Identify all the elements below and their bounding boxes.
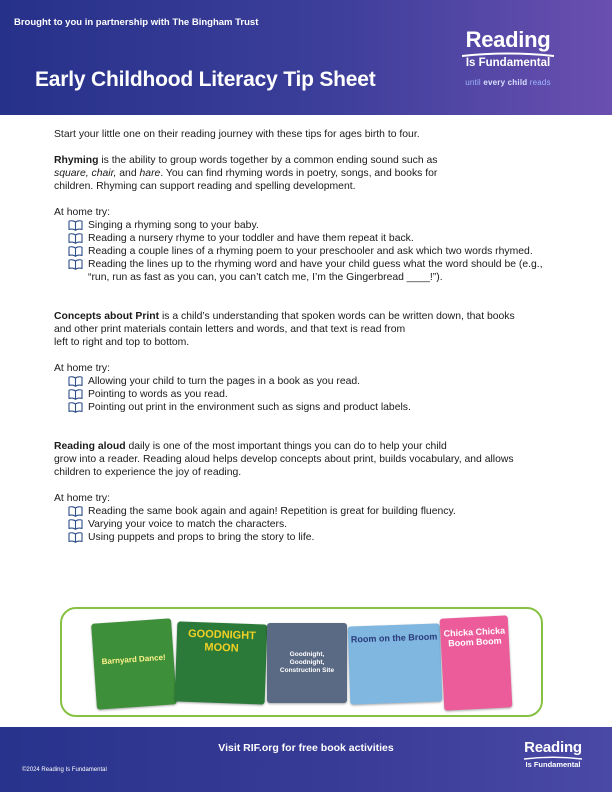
list-item: Allowing your child to turn the pages in a book as you read. (68, 375, 559, 388)
section-rhyming: Rhyming is the ability to group words together by a common ending sound such as square, chair, and hare. You can find rhyming words in poetry, songs, and books for children. Rhyming can support reading and spelling development. At home try: Singing a rhyming song to your baby. Reading a nursery rhyme to your toddler and have them repeat it back. Reading a couple lines of a rhyming poem to your preschooler and ask which two words rhymed. Reading the lines up to the rhyming word and have your child guess what the word should be (e.g., “run, run as fast as you can, you can’t catch me, I’m the Gingerbread ____!”). (54, 154, 559, 284)
book-title: GOODNIGHT MOON (187, 627, 257, 655)
open-book-icon (68, 376, 83, 387)
list-item: Pointing out print in the environment such as signs and product labels. (68, 401, 559, 414)
list-item: Pointing to words as you read. (68, 388, 559, 401)
book-title: Barnyard Dance! (101, 652, 166, 667)
rhyming-description: Rhyming is the ability to group words together by a common ending sound such as (54, 155, 438, 166)
footer-logo-fundamental: Is Fundamental (525, 760, 581, 769)
section-concepts-about-print: Concepts about Print is a child’s understanding that spoken words can be written down, that books and other print materials contain letters and words, and that text is read from left to right and top to bottom. At home try: Allowing your child to turn the pages in a book as you read. Pointing to words as you read. Pointing out print in the environment such as signs and product labels. (54, 310, 559, 414)
book-title: Room on the Broom (350, 631, 438, 645)
list-item: Reading the lines up to the rhyming word and have your child guess what the word should be (e.g., “run, run as fast as you can, you can’t catch me, I’m the Gingerbread ____!”). (68, 258, 559, 284)
section-reading-aloud: Reading aloud daily is one of the most important things you can do to help your child grow into a reader. Reading aloud helps develop concepts about print, builds vocabulary, and allows children to experience the joy of reading. At home try: Reading the same book again and again! Repetition is great for building fluency. Varying your voice to match the characters. Using puppets and props to bring the story to life. (54, 440, 559, 544)
open-book-icon (68, 389, 83, 400)
open-book-icon (68, 519, 83, 530)
open-book-icon (68, 246, 83, 257)
footer-rif-logo (520, 740, 586, 769)
visit-link-text[interactable]: Visit RIF.org for free book activities (218, 742, 394, 754)
footer-banner (0, 727, 612, 792)
book-cover (440, 615, 513, 710)
list-item: Singing a rhyming song to your baby. (68, 219, 559, 232)
tip-list (68, 219, 559, 284)
book-title: Chicka Chicka Boom Boom (443, 625, 506, 649)
book-cover (175, 621, 268, 704)
list-item: Varying your voice to match the characters. (68, 518, 559, 531)
book-cover (91, 618, 177, 709)
page-title: Early Childhood Literacy Tip Sheet (35, 68, 376, 91)
copyright-text: ©2024 Reading Is Fundamental (22, 767, 107, 773)
tip-list (68, 375, 559, 414)
at-home-label: At home try: (54, 207, 111, 218)
open-book-icon (68, 259, 83, 270)
logo-fundamental-word: Is Fundamental (465, 57, 551, 69)
partner-text: Brought to you in partnership with The Bingham Trust (14, 17, 259, 28)
tip-content (54, 128, 559, 544)
open-book-icon (68, 233, 83, 244)
list-item: Using puppets and props to bring the story to life. (68, 531, 559, 544)
logo-reading-word: Reading (465, 27, 551, 52)
reading-aloud-description: Reading aloud daily is one of the most important things you can do to help your child (54, 441, 447, 452)
book-cover (348, 623, 443, 704)
book-covers-frame (60, 607, 543, 717)
header-banner (0, 0, 612, 115)
open-book-icon (68, 402, 83, 413)
list-item: Reading the same book again and again! Repetition is great for building fluency. (68, 505, 559, 518)
footer-logo-reading: Reading (524, 739, 582, 756)
list-item: Reading a nursery rhyme to your toddler and have them repeat it back. (68, 232, 559, 245)
book-title: Goodnight, Goodnight, Construction Site (279, 651, 335, 674)
open-book-icon (68, 532, 83, 543)
logo-tagline: until every child reads (465, 78, 551, 87)
print-description: Concepts about Print is a child’s understanding that spoken words can be written down, that books (54, 311, 515, 322)
open-book-icon (68, 220, 83, 231)
book-cover (267, 623, 347, 703)
rif-logo (448, 28, 568, 87)
at-home-label: At home try: (54, 493, 111, 504)
intro-text: Start your little one on their reading journey with these tips for ages birth to four. (54, 129, 420, 140)
open-book-icon (68, 506, 83, 517)
tip-list (68, 505, 559, 544)
at-home-label: At home try: (54, 363, 111, 374)
list-item: Reading a couple lines of a rhyming poem to your preschooler and ask which two words rhymed. (68, 245, 559, 258)
